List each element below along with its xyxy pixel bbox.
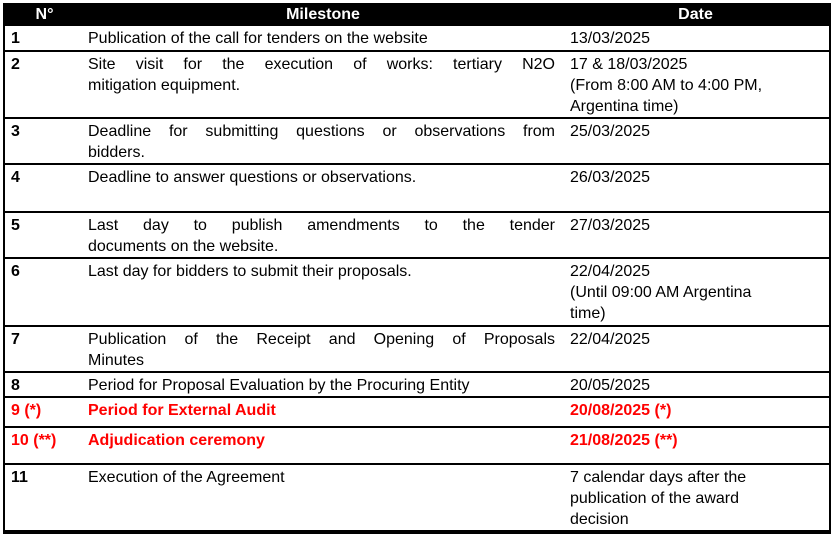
milestone-line: mitigation equipment. [88, 77, 241, 94]
milestone-cell [84, 397, 562, 427]
date-line: (Until 09:00 AM Argentina [570, 284, 752, 301]
milestone-cell [84, 326, 562, 372]
milestone-cell [84, 26, 562, 51]
milestone-cell [84, 164, 562, 212]
header-date: Date [562, 3, 830, 26]
milestone-line: Adjudication ceremony [88, 432, 265, 449]
milestone-line: Last day for bidders to submit their proposals. [88, 263, 412, 280]
date-line: 22/04/2025 [570, 263, 651, 280]
milestone-line: Period for External Audit [88, 402, 276, 419]
table-row-highlighted [4, 427, 830, 464]
milestone-line: Site visit for the execution of works: tertiary N2O [88, 56, 555, 73]
table-row [4, 258, 830, 326]
date-line: 7 calendar days after the [570, 469, 747, 486]
row-number-cell: 10 (**) [11, 432, 57, 449]
table-row [4, 326, 830, 372]
date-line: 25/03/2025 [570, 123, 651, 140]
date-cell [562, 464, 830, 532]
milestone-line: Period for Proposal Evaluation by the Procuring Entity [88, 377, 470, 394]
header-no: N° [4, 3, 84, 26]
date-cell [562, 26, 830, 51]
tender-milestones-table [3, 3, 831, 534]
table-row [4, 51, 830, 118]
table-header [4, 3, 830, 26]
milestone-cell [84, 427, 562, 464]
milestone-cell [84, 372, 562, 397]
header-milestone: Milestone [84, 3, 562, 26]
milestone-line: Publication of the call for tenders on the website [88, 30, 428, 47]
date-line: Argentina time) [570, 98, 679, 115]
table-row [4, 372, 830, 397]
date-line: time) [570, 305, 606, 322]
date-cell [562, 326, 830, 372]
date-line: 20/08/2025 (*) [570, 402, 672, 419]
milestone-line: Minutes [88, 352, 145, 369]
row-number-cell: 1 [11, 30, 20, 47]
milestone-line: Execution of the Agreement [88, 469, 285, 486]
milestone-cell [84, 464, 562, 532]
date-line: 26/03/2025 [570, 169, 651, 186]
row-number-cell: 11 [11, 469, 28, 486]
table-row [4, 26, 830, 51]
row-number-cell: 9 (*) [11, 402, 42, 419]
date-line: 20/05/2025 [570, 377, 651, 394]
date-cell [562, 212, 830, 258]
milestone-line: Deadline to answer questions or observations. [88, 169, 417, 186]
date-line: (From 8:00 AM to 4:00 PM, [570, 77, 763, 94]
header-row [4, 3, 830, 26]
date-cell [562, 427, 830, 464]
row-number-cell: 5 [11, 217, 20, 234]
date-line: 13/03/2025 [570, 30, 651, 47]
milestone-line: bidders. [88, 144, 145, 161]
row-number-cell: 2 [11, 56, 20, 73]
date-cell [562, 372, 830, 397]
date-cell [562, 51, 830, 118]
date-line: 17 & 18/03/2025 [570, 56, 688, 73]
date-cell [562, 397, 830, 427]
milestone-line: Last day to publish amendments to the tender [88, 217, 555, 234]
table-row [4, 118, 830, 164]
milestone-line: Deadline for submitting questions or observations from [88, 123, 555, 140]
milestone-line: documents on the website. [88, 238, 279, 255]
row-number-cell: 6 [11, 263, 20, 280]
row-number-cell: 8 [11, 377, 20, 394]
date-line: 22/04/2025 [570, 331, 651, 348]
table-row-highlighted [4, 397, 830, 427]
date-line: 21/08/2025 (**) [570, 432, 678, 449]
date-line: decision [570, 511, 629, 528]
table-body [4, 26, 830, 532]
row-number-cell: 3 [11, 123, 20, 140]
milestone-cell [84, 118, 562, 164]
table-row [4, 164, 830, 212]
date-cell [562, 164, 830, 212]
row-number-cell: 4 [11, 169, 20, 186]
milestone-cell [84, 212, 562, 258]
date-line: publication of the award [570, 490, 739, 507]
milestone-line: Publication of the Receipt and Opening of Proposals [88, 331, 555, 348]
date-cell [562, 258, 830, 326]
table-row [4, 212, 830, 258]
date-line: 27/03/2025 [570, 217, 651, 234]
row-number-cell: 7 [11, 331, 20, 348]
date-cell [562, 118, 830, 164]
milestone-cell [84, 51, 562, 118]
milestone-cell [84, 258, 562, 326]
table-row [4, 464, 830, 532]
